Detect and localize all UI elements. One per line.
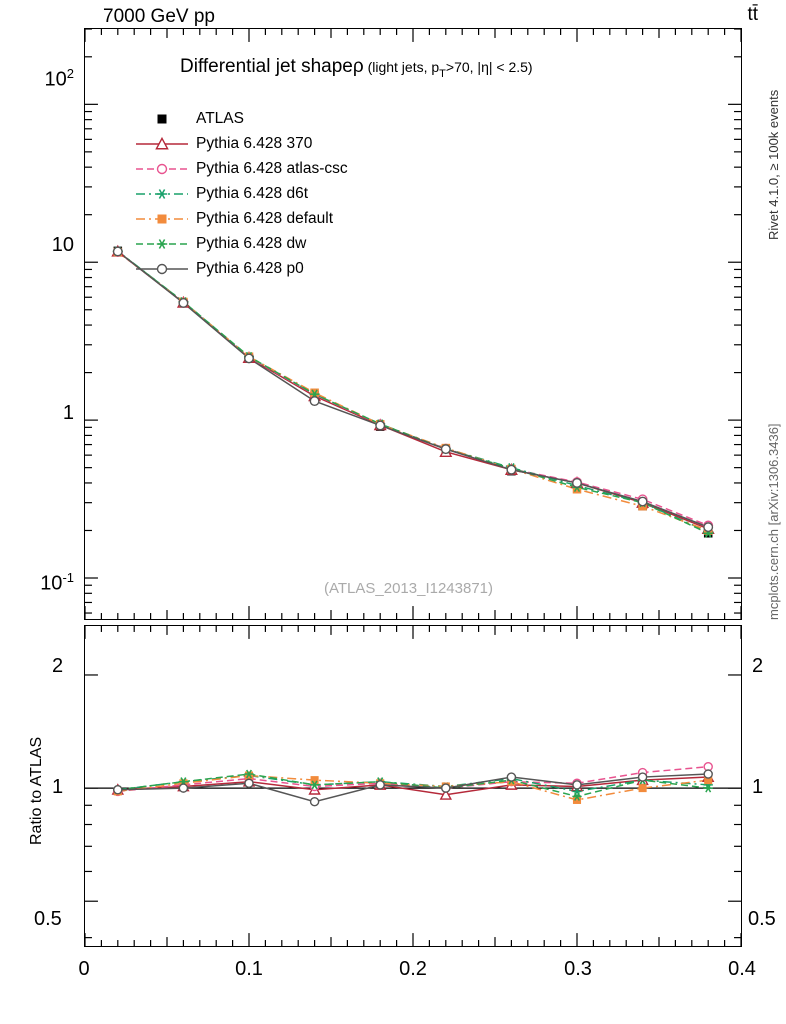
y-tick-label-1: 1 (62, 402, 74, 424)
legend-marker (134, 158, 190, 180)
ratio-y-tick-left-1: 1 (52, 776, 64, 798)
x-tick-label-0: 0 (78, 958, 90, 980)
legend-marker (134, 108, 190, 130)
y-tick-label-100: $10^2$ (44, 66, 74, 91)
legend-label: Pythia 6.428 d6t (196, 184, 309, 202)
x-tick-label-0p2: 0.2 (399, 958, 427, 980)
legend-label: Pythia 6.428 default (196, 209, 334, 227)
ratio-y-tick-right-2: 2 (752, 655, 764, 677)
legend-marker (134, 258, 190, 280)
legend-item (134, 256, 348, 281)
header-beam-label: 7000 GeV pp (103, 6, 215, 27)
legend-marker (134, 133, 190, 155)
mcplots-reference-label: mcplots.cern.ch [arXiv:1306.3436] (766, 423, 781, 620)
plot-title-main: Differential jet shape (180, 56, 353, 77)
legend-item (134, 181, 348, 206)
plot-title-cond-end: | < 2.5) (488, 59, 533, 75)
ratio-plot-canvas (85, 626, 741, 946)
plot-title-cond-open: (light jets, p (363, 59, 440, 75)
legend-label: Pythia 6.428 370 (196, 134, 313, 152)
legend-item (134, 131, 348, 156)
plot-title-cond-sub: T (439, 67, 446, 80)
legend-item (134, 106, 348, 131)
legend-label: Pythia 6.428 atlas-csc (196, 159, 348, 177)
legend-marker (134, 233, 190, 255)
plot-title-eta: η (481, 59, 489, 75)
legend-label: Pythia 6.428 dw (196, 234, 307, 252)
ratio-y-tick-left-2: 2 (52, 655, 64, 677)
legend-marker (134, 208, 190, 230)
ratio-y-tick-left-0p5: 0.5 (34, 908, 62, 930)
legend-label: ATLAS (196, 109, 244, 127)
ratio-plot-panel (84, 625, 742, 947)
ratio-y-tick-right-1: 1 (752, 776, 764, 798)
legend-item (134, 206, 348, 231)
legend (134, 106, 348, 281)
legend-item (134, 231, 348, 256)
rivet-version-label: Rivet 4.1.0, ≥ 100k events (766, 89, 781, 240)
legend-item (134, 156, 348, 181)
plot-title (180, 56, 533, 80)
x-tick-label-0p1: 0.1 (235, 958, 263, 980)
y-tick-label-0p1: $10^{-1}$ (40, 570, 74, 595)
x-tick-label-0p4: 0.4 (728, 958, 756, 980)
ratio-y-tick-right-0p5: 0.5 (748, 908, 776, 930)
legend-label: Pythia 6.428 p0 (196, 259, 304, 277)
ratio-axis-title: Ratio to ATLAS (28, 736, 45, 845)
analysis-id-watermark: (ATLAS_2013_I1243871) (324, 580, 494, 597)
header-process-label: tt̄ (747, 4, 758, 25)
legend-marker (134, 183, 190, 205)
plot-title-rho: ρ (352, 56, 364, 77)
x-tick-label-0p3: 0.3 (564, 958, 592, 980)
plot-title-cond-mid: >70, | (445, 59, 482, 75)
y-tick-label-10: 10 (51, 234, 74, 256)
